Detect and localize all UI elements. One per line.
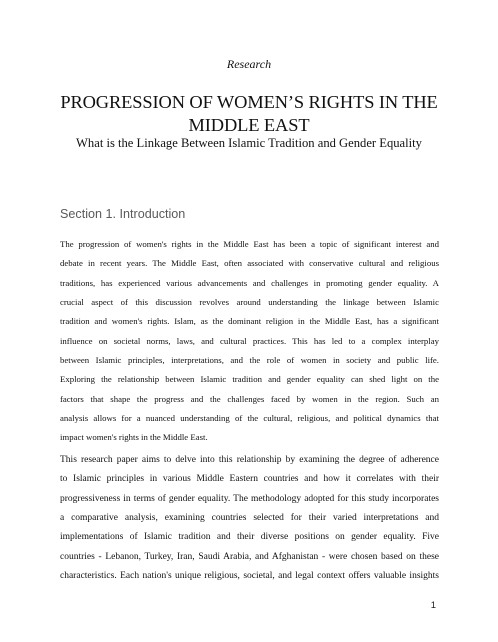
paragraph-line: traditions, has experienced various advancements and challenges in promoting gender equality. A	[60, 277, 439, 288]
paragraph-line: influence on societal norms, laws, and cultural practices. This has led to a complex interplay	[60, 335, 439, 346]
paragraph-line: analysis allows for a nuanced understanding of the cultural, religious, and political dynamics that	[60, 413, 439, 424]
paragraph-2	[60, 451, 439, 586]
paragraph-line: This research paper aims to delve into this relationship by examining the degree of adherence	[60, 455, 439, 465]
paragraph-line: crucial aspect of this discussion revolves around understanding the linkage between Islamic	[60, 297, 439, 308]
paragraph-line: tradition and women's rights. Islam, as the dominant religion in the Middle East, has a significant	[60, 316, 439, 327]
paragraph-line: The progression of women's rights in the Middle East has been a topic of significant interest and	[60, 239, 439, 249]
paragraph-1	[60, 235, 439, 448]
paragraph-line: to Islamic principles in various Middle Eastern countries and how it correlates with their	[60, 474, 439, 485]
paragraph-line: impact women's rights in the Middle East.	[60, 432, 208, 443]
paragraph-line: debate in recent years. The Middle East, often associated with conservative cultural and religious	[60, 258, 439, 269]
paragraph-line: factors that shape the progress and the challenges faced by women in the region. Such an	[60, 393, 439, 404]
paragraph-line: Exploring the relationship between Islamic tradition and gender equality can shed light on the	[60, 374, 439, 385]
paragraph-line: between Islamic principles, interpretations, and the role of women in society and public life.	[60, 355, 439, 366]
document-kicker: Research	[226, 57, 272, 71]
document-title: PROGRESSION OF WOMEN’S RIGHTS IN THE MIDDLE EAST	[60, 92, 438, 135]
paragraph-line: a comparative analysis, examining countries selected for their varied interpretations and	[60, 513, 439, 524]
paragraph-line: characteristics. Each nation's unique religious, societal, and legal context offers valuable insights	[60, 571, 439, 582]
document-subtitle: What is the Linkage Between Islamic Tradition and Gender Equality	[76, 136, 422, 150]
section-heading: Section 1. Introduction	[60, 207, 186, 221]
page-number: 1	[430, 600, 436, 611]
paragraph-line: progressiveness in terms of gender equality. The methodology adopted for this study incorporates	[60, 493, 439, 504]
paragraph-line: countries - Lebanon, Turkey, Iran, Saudi Arabia, and Afghanistan - were chosen based on these	[60, 551, 439, 562]
paragraph-line: implementations of Islamic tradition and their diverse positions on gender equality. Five	[60, 532, 439, 543]
